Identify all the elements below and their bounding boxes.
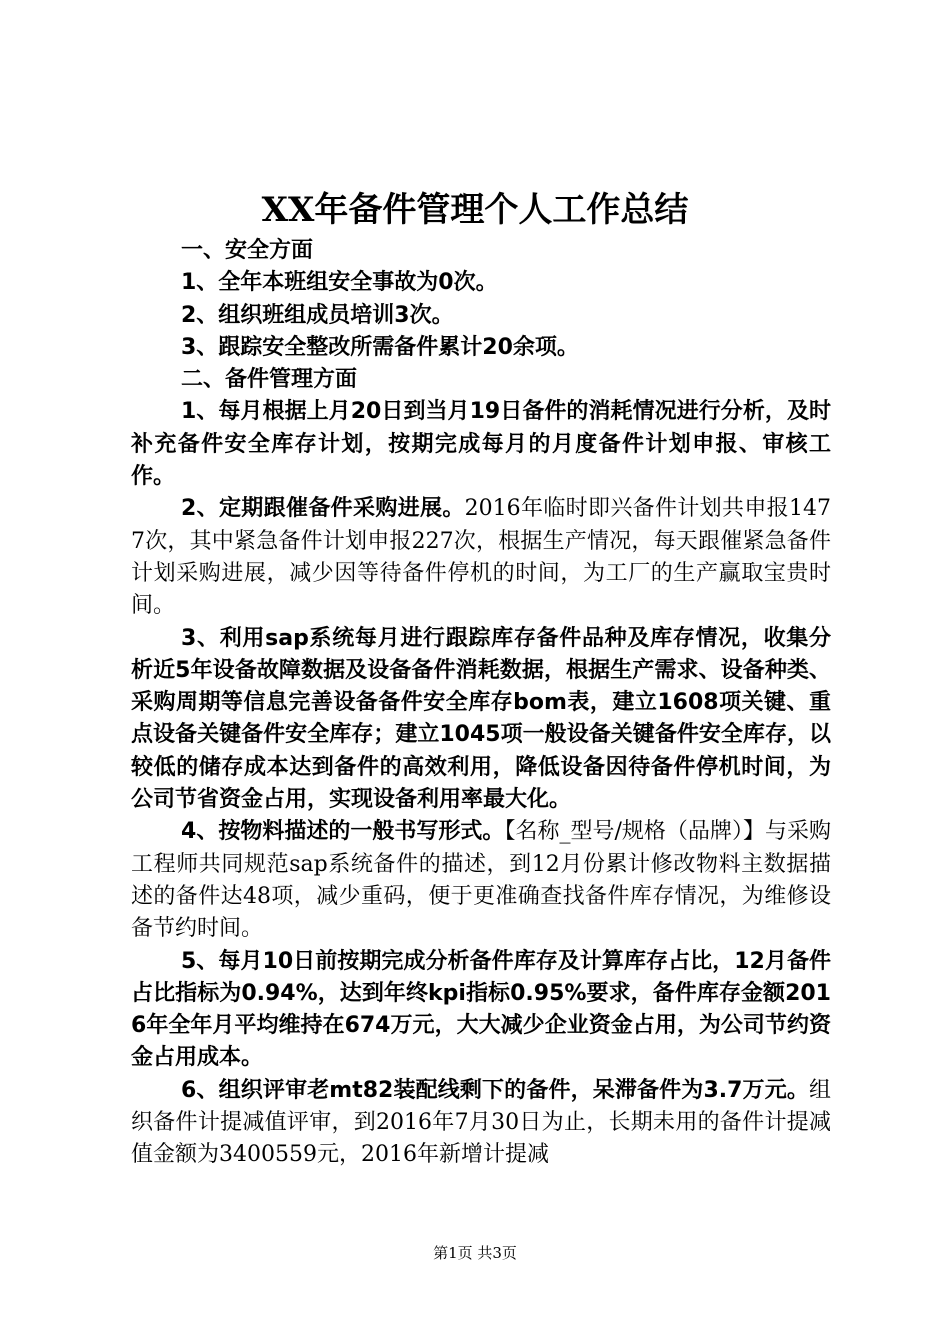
document-body xyxy=(131,234,831,1171)
body-paragraph xyxy=(131,299,831,331)
paragraph-text-run: 【名称_型号/规格（品牌）】与采购工程师共同规范sap系统备件的描述，到12月份累计修改物料主数据描述的备件达48项，减少重码，便于更准确查找备件库存情况，为维修设备节约时间。 xyxy=(131,819,831,942)
paragraph-text-run: 2016年临时即兴备件计划共申报1477次，其中紧急备件计划申报227次，根据生产情况，每天跟催紧急备件计划采购进展，减少因等待备件停机的时间，为工厂的生产赢取宝贵时间。 xyxy=(131,496,832,619)
body-paragraph xyxy=(131,1074,831,1171)
paragraph-text-run: 1、全年本班组安全事故为0次。 xyxy=(181,270,498,296)
document-title: XX年备件管理个人工作总结 xyxy=(261,190,689,230)
body-paragraph xyxy=(131,945,831,1074)
paragraph-text-run: 组织备件计提减值评审，到2016年7月30日为止，长期未用的备件计提减值金额为3400559元，2016年新增计提减 xyxy=(131,1077,831,1168)
page-footer: 第1页 共3页 xyxy=(433,1244,517,1262)
body-paragraph xyxy=(131,331,831,363)
paragraph-text-run: 二、备件管理方面 xyxy=(181,367,358,393)
paragraph-text-run: 2、定期跟催备件采购进展。 xyxy=(181,496,465,522)
body-paragraph xyxy=(131,395,831,492)
paragraph-text-run: 4、按物料描述的一般书写形式。 xyxy=(181,819,505,845)
body-paragraph xyxy=(131,363,831,395)
body-paragraph xyxy=(131,815,831,944)
paragraph-text-run: 5、每月10日前按期完成分析备件库存及计算库存占比，12月备件占比指标为0.94%，达到年终kpi指标0.95%要求，备件库存金额2016年全年月平均维持在674万元，大大减少企业资金占用，为公司节约资金占用成本。 xyxy=(131,948,831,1071)
body-paragraph xyxy=(131,266,831,298)
paragraph-text-run: 2、组织班组成员培训3次。 xyxy=(181,302,454,328)
paragraph-text-run: 一、安全方面 xyxy=(181,238,314,263)
body-paragraph xyxy=(131,234,831,266)
paragraph-text-run: 1、每月根据上月20日到当月19日备件的消耗情况进行分析，及时补充备件安全库存计划，按期完成每月的月度备件计划申报、审核工作。 xyxy=(131,399,831,490)
body-paragraph xyxy=(131,492,831,621)
paragraph-text-run: 3、跟踪安全整改所需备件累计20余项。 xyxy=(181,334,579,360)
paragraph-text-run: 6、组织评审老mt82装配线剩下的备件，呆滞备件为3.7万元。 xyxy=(181,1077,809,1103)
paragraph-text-run: 3、利用sap系统每月进行跟踪库存备件品种及库存情况，收集分析近5年设备故障数据及设备备件消耗数据，根据生产需求、设备种类、采购周期等信息完善设备备件安全库存bom表，建立1608项关键、重点设备关键备件安全库存；建立1045项一般设备关键备件安全库存，以较低的储存成本达到备件的高效利用，降低设备因待备件停机时间，为公司节省资金占用，实现设备利用率最大化。 xyxy=(131,625,831,813)
body-paragraph xyxy=(131,622,831,816)
